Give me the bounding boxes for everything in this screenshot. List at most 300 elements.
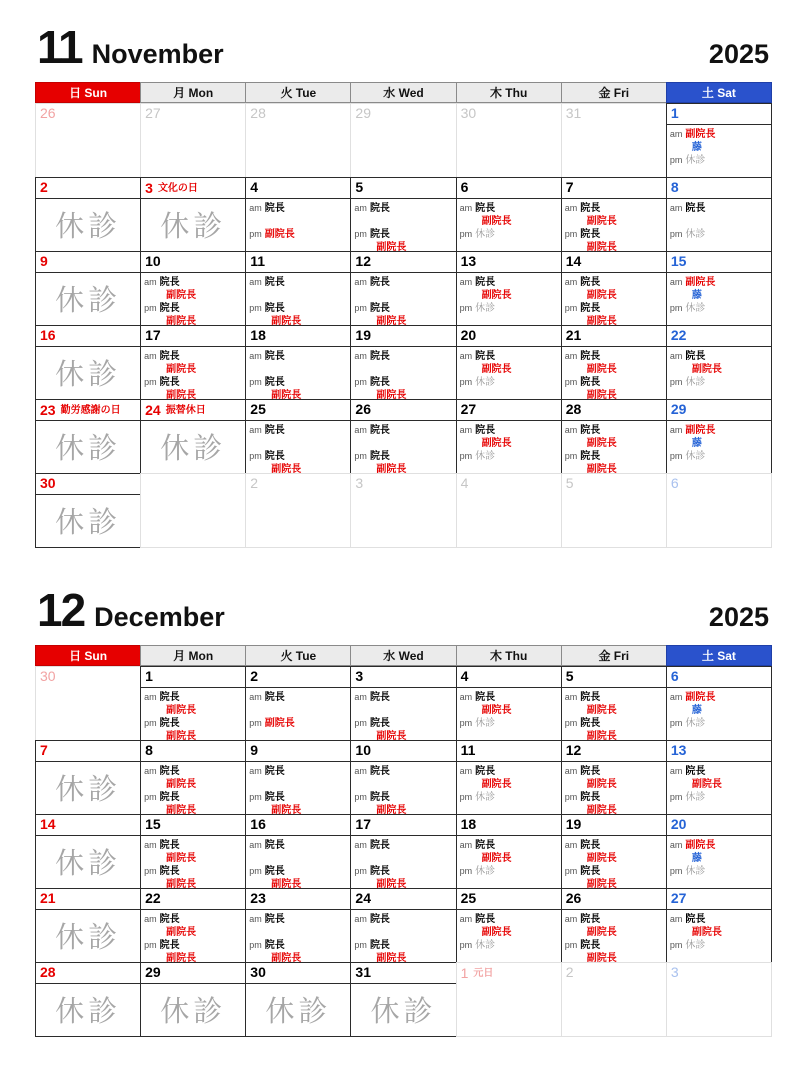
ampm-label: pm [459,940,473,950]
schedule-line [670,952,768,962]
day-number: 19 [355,327,371,343]
staff-name: 副院長 [586,705,617,716]
schedule-line [670,852,768,865]
schedule-line [354,389,452,399]
schedule-line [249,952,347,962]
day-content [667,688,771,740]
ampm-label: am [669,203,683,213]
day-cell [456,177,562,252]
day-number: 16 [250,816,266,832]
day-content [36,762,140,814]
staff-name: 副院長 [586,216,617,227]
schedule-line [249,839,347,852]
staff-name: 副院長 [586,953,617,962]
ampm-label: am [144,277,157,287]
day-number: 1 [145,668,153,684]
staff-name: 院長 [264,840,285,851]
day-content [351,421,455,473]
schedule-line [460,437,558,450]
staff-name: 院長 [475,914,496,925]
day-number-row [667,474,771,494]
ampm-label: pm [249,792,262,802]
schedule-line [144,717,242,730]
day-cell [245,177,351,252]
schedule-line [460,389,558,399]
weekday-header-cell: 木 Thu [456,82,562,103]
staff-name: 休診 [475,940,496,951]
staff-name: 休診 [475,377,496,388]
ampm-label: am [354,766,367,776]
schedule-line [670,926,768,939]
staff-name: 副院長 [586,438,617,449]
staff-name: 院長 [159,718,180,729]
staff-name: 院長 [264,451,285,462]
ampm-label: pm [354,303,367,313]
staff-name: 院長 [580,451,601,462]
staff-name: 藤 [691,438,702,449]
staff-name: 院長 [475,766,496,777]
ampm-label: pm [249,229,262,239]
staff-name: 院長 [580,914,601,925]
day-content [562,273,666,325]
schedule-line [354,765,452,778]
schedule-line [460,791,558,804]
schedule-line [460,289,558,302]
staff-name: 副院長 [586,805,617,814]
staff-name: 休診 [685,718,706,729]
day-cell [140,251,246,326]
ampm-label: am [669,692,683,702]
day-content [667,125,771,177]
staff-name: 院長 [264,377,285,388]
day-number: 4 [460,668,469,684]
ampm-label: am [669,425,683,435]
staff-name: 休診 [475,451,496,462]
schedule-line [249,878,347,888]
staff-name: 院長 [580,792,601,803]
ampm-label: pm [354,451,367,461]
ampm-label: am [459,425,473,435]
ampm-label: am [144,692,157,702]
schedule-line [460,765,558,778]
schedule-line [249,463,347,473]
day-number-row [351,889,455,910]
staff-name: 副院長 [481,927,512,938]
staff-name: 副院長 [166,879,197,888]
week-row [35,888,771,962]
schedule-line [565,315,663,325]
staff-name: 院長 [369,914,390,925]
schedule-line [670,424,768,437]
staff-name: 院長 [159,914,180,925]
day-content [246,273,350,325]
staff-name: 院長 [159,351,180,362]
ampm-label: am [144,766,157,776]
day-content [457,199,561,251]
holiday-label: 元日 [473,968,494,979]
staff-name: 院長 [580,229,601,240]
day-number-row [141,252,245,273]
day-cell [350,473,456,548]
schedule-line [460,952,558,962]
schedule-line [565,450,663,463]
day-number: 21 [565,327,582,343]
staff-name: 副院長 [376,731,407,740]
day-cell [350,666,456,741]
day-number-row [562,741,666,762]
day-content [562,124,666,177]
schedule-line [670,363,768,376]
weekday-header-cell: 金 Fri [561,645,667,666]
day-number-row [141,741,245,762]
schedule-line [354,350,452,363]
ampm-label: pm [144,718,157,728]
day-number-row [457,815,561,836]
staff-name: 副院長 [481,290,512,301]
staff-name: 副院長 [166,316,197,325]
schedule-line [565,463,663,473]
schedule-line [249,215,347,228]
day-cell [35,103,141,178]
schedule-line [249,424,347,437]
ampm-label: pm [669,303,683,313]
schedule-line [249,376,347,389]
ampm-label: pm [669,377,683,387]
schedule-line [249,315,347,325]
staff-name: 院長 [264,792,285,803]
schedule-line [354,791,452,804]
ampm-label: am [564,692,578,702]
day-content [457,421,561,473]
ampm-label: pm [564,718,578,728]
day-content [457,983,561,1036]
schedule-line [354,691,452,704]
day-number: 30 [40,475,56,491]
schedule-line [460,363,558,376]
schedule-line [460,878,558,888]
ampm-label: pm [564,940,578,950]
day-number-row [562,326,666,347]
schedule-line [144,289,242,302]
schedule-line [460,302,558,315]
day-content [36,984,140,1036]
day-content [36,124,140,177]
ampm-label: am [459,203,473,213]
staff-name: 副院長 [691,364,722,375]
ampm-label: pm [669,155,683,165]
ampm-label: pm [249,451,262,461]
day-cell [456,473,562,548]
ampm-label: pm [354,792,367,802]
day-content [351,762,455,814]
day-cell [35,251,141,326]
day-content [562,836,666,888]
schedule-line [670,804,768,814]
staff-name: 院長 [475,351,496,362]
closed-label: 休診 [160,211,227,243]
schedule-line [460,241,558,251]
staff-name: 副院長 [166,779,197,790]
day-cell [140,888,246,963]
day-cell [456,325,562,400]
ampm-label: pm [354,940,367,950]
ampm-label: am [459,277,473,287]
day-cell [350,325,456,400]
day-content [141,273,245,325]
ampm-label: am [354,840,367,850]
day-cell [350,177,456,252]
ampm-label: pm [564,377,578,387]
day-number: 9 [40,253,48,269]
staff-name: 副院長 [376,953,407,962]
day-content [667,762,771,814]
ampm-label: pm [354,866,367,876]
day-content [351,124,455,177]
schedule-line [249,202,347,215]
schedule-line [144,315,242,325]
day-cell [456,103,562,178]
schedule-line [565,228,663,241]
schedule-line [249,939,347,952]
closed-label: 休診 [160,996,227,1028]
closed-label: 休診 [55,433,122,465]
day-content [36,347,140,399]
day-number: 2 [40,179,48,195]
weekday-header-cell: 金 Fri [561,82,667,103]
staff-name: 院長 [369,451,390,462]
ampm-label: pm [354,718,367,728]
schedule-line [670,778,768,791]
schedule-line [460,450,558,463]
schedule-line [249,437,347,450]
day-number: 2 [565,964,574,980]
schedule-line [354,463,452,473]
day-cell [245,888,351,963]
staff-name: 院長 [159,766,180,777]
weekday-header-cell: 日 Sun [35,645,141,666]
day-number-row [667,815,771,836]
schedule-line [354,926,452,939]
day-number: 12 [355,253,371,269]
schedule-line [144,350,242,363]
staff-name: 副院長 [166,927,197,938]
staff-name: 副院長 [481,779,512,790]
schedule-line [354,804,452,814]
staff-name: 院長 [159,377,180,388]
schedule-line [460,730,558,740]
day-cell [140,103,246,178]
day-content [36,495,140,547]
schedule-line [670,463,768,473]
schedule-line [460,315,558,325]
day-number: 31 [355,964,371,980]
schedule-line [354,228,452,241]
day-content [562,688,666,740]
ampm-label: am [354,203,367,213]
ampm-label: am [249,203,262,213]
schedule-line [249,350,347,363]
day-number-row [562,252,666,273]
ampm-label: pm [669,229,683,239]
day-number: 20 [670,816,687,832]
schedule-line [144,778,242,791]
day-number-row [351,400,455,421]
ampm-label: pm [459,718,473,728]
schedule-line [460,376,558,389]
closed-label: 休診 [55,285,122,317]
day-content [36,199,140,251]
schedule-line [354,450,452,463]
closed-label: 休診 [55,996,122,1028]
day-number: 1 [460,965,469,981]
day-cell [350,814,456,889]
day-content [36,273,140,325]
day-cell [456,740,562,815]
day-number-row [141,889,245,910]
schedule-line [354,202,452,215]
staff-name: 院長 [685,203,706,214]
ampm-label: pm [249,377,262,387]
day-content [667,910,771,962]
day-cell [561,740,667,815]
day-content [457,494,561,547]
staff-name: 院長 [369,377,390,388]
schedule-line [565,839,663,852]
day-cell [456,666,562,741]
staff-name: 副院長 [271,464,302,473]
weekday-header-cell: 月 Mon [140,82,246,103]
schedule-line [249,363,347,376]
schedule-line [249,765,347,778]
day-number: 28 [565,401,582,417]
day-number-row [457,667,561,688]
day-number: 25 [460,890,477,906]
ampm-label: am [459,692,473,702]
day-number-row [457,400,561,421]
day-number-row [246,178,350,199]
day-cell [350,740,456,815]
day-content [36,910,140,962]
day-content [141,688,245,740]
staff-name: 副院長 [271,879,302,888]
schedule-line [249,276,347,289]
day-number: 8 [670,179,679,195]
day-content [351,836,455,888]
staff-name: 院長 [685,766,706,777]
day-content [457,688,561,740]
ampm-label: am [564,277,578,287]
week-row [35,325,771,399]
staff-name: 副院長 [166,853,197,864]
day-content [141,910,245,962]
day-cell [561,103,667,178]
schedule-line [144,926,242,939]
ampm-label: am [564,914,578,924]
schedule-line [460,926,558,939]
day-cell [140,962,246,1037]
day-number-row [246,104,350,124]
staff-name: 院長 [369,940,390,951]
day-number-row [141,400,245,421]
staff-name: 副院長 [586,290,617,301]
ampm-label: pm [669,866,683,876]
staff-name: 休診 [685,377,706,388]
day-number: 22 [670,327,687,343]
schedule-line [354,839,452,852]
day-cell [245,325,351,400]
day-content [351,984,455,1036]
holiday-label: 勤労感謝の日 [60,405,121,416]
schedule-line [670,717,768,730]
schedule-line [670,350,768,363]
ampm-label: am [249,914,262,924]
day-number-row [351,741,455,762]
staff-name: 院長 [685,914,706,925]
day-cell [561,251,667,326]
schedule-line [354,289,452,302]
schedule-line [460,839,558,852]
staff-name: 副院長 [586,316,617,325]
schedule-line [460,215,558,228]
day-cell [350,399,456,474]
day-cell [666,325,772,400]
day-number-row [667,326,771,347]
schedule-line [354,363,452,376]
schedule-line [144,730,242,740]
day-cell [666,888,772,963]
schedule-line [354,852,452,865]
day-number-row [246,963,350,984]
ampm-label: am [459,914,473,924]
day-cell [666,814,772,889]
ampm-label: am [564,425,578,435]
month-title [35,563,771,645]
day-content [667,494,771,547]
schedule-line [249,691,347,704]
calendar-grid-december [35,645,771,1036]
staff-name: 休診 [475,303,496,314]
day-cell [561,814,667,889]
schedule-line [460,276,558,289]
schedule-line [354,913,452,926]
schedule-line [249,926,347,939]
schedule-line [144,376,242,389]
staff-name: 院長 [369,840,390,851]
day-content [141,347,245,399]
weekday-header-cell: 水 Wed [350,645,456,666]
staff-name: 院長 [264,351,285,362]
day-number-row [36,815,140,836]
closed-label: 休診 [55,211,122,243]
schedule-line [670,939,768,952]
day-number-row [457,889,561,910]
day-cell [245,962,351,1037]
staff-name: 院長 [159,692,180,703]
schedule-line [565,202,663,215]
day-number: 27 [670,890,687,906]
day-number-row [457,104,561,124]
staff-name: 副院長 [271,805,302,814]
day-number: 11 [250,253,266,269]
ampm-label: pm [144,792,157,802]
staff-name: 院長 [580,766,601,777]
ampm-label: pm [249,866,262,876]
day-cell [456,399,562,474]
staff-name: 院長 [580,840,601,851]
staff-name: 休診 [475,718,496,729]
staff-name: 副院長 [376,316,407,325]
day-number-row [562,400,666,421]
